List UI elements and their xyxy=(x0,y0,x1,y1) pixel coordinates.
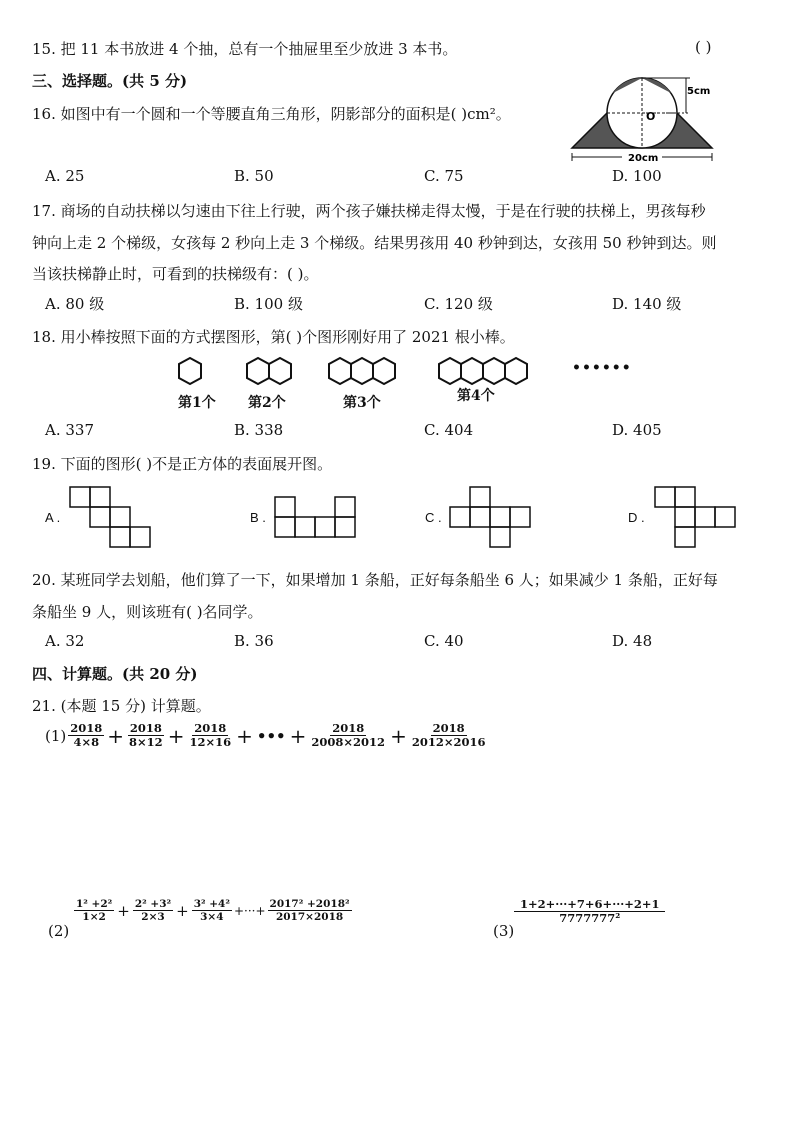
q19-option-b-label[interactable]: B . xyxy=(250,510,266,525)
q16-option-a[interactable]: A. 25 xyxy=(45,167,85,185)
section4-title: 四、计算题。(共 20 分) xyxy=(32,665,198,683)
q18-hexagon xyxy=(329,358,351,384)
q17-option-a[interactable]: A. 80 级 xyxy=(45,295,105,313)
q16-figure xyxy=(562,68,742,163)
q21-part2-ellipsis: +···+ xyxy=(233,903,266,918)
q21-part1-term: $\frac{2018}{12\times 16}$ xyxy=(189,721,232,750)
q18-hexagon xyxy=(461,358,483,384)
q16-text: 16. 如图中有一个圆和一个等腰直角三角形，阴影部分的面积是( )cm²。 xyxy=(32,105,511,123)
q18-figure-label-4: 第4个 xyxy=(457,388,495,404)
q18-hexagon xyxy=(373,358,395,384)
q17-line2: 钟向上走 2 个梯级，女孩每 2 秒向上走 3 个梯级。结果男孩用 40 秒钟到达，女孩用 50 秒钟到达。则 xyxy=(32,234,717,252)
q21-text: 21. (本题 15 分) 计算题。 xyxy=(32,697,211,715)
q21-part3-label: (3) xyxy=(493,922,515,940)
q20-option-c[interactable]: C. 40 xyxy=(424,632,464,650)
q18-option-b[interactable]: B. 338 xyxy=(234,421,284,439)
q17-line3: 当该扶梯静止时，可看到的扶梯级有：( )。 xyxy=(32,265,319,283)
q17-option-d[interactable]: D. 140 级 xyxy=(612,295,682,313)
q17-line1: 17. 商场的自动扶梯以匀速由下往上行驶，两个孩子嫌扶梯走得太慢，于是在行驶的扶梯上，男孩每秒 xyxy=(32,202,706,220)
q18-hexagon xyxy=(505,358,527,384)
q19-net-d xyxy=(655,487,735,547)
q18-option-a[interactable]: A. 337 xyxy=(45,421,94,439)
q21-part3-fraction: $\frac{1+2+\cdot\cdot\cdot+7+6+\cdot\cdot\cdot+2+1}{\text{7777777²}}$ xyxy=(514,898,665,925)
q18-hexagon xyxy=(483,358,505,384)
q18-hexagon-figures xyxy=(175,352,635,412)
q21-part1-term: $\frac{2018}{8\times 12}$ xyxy=(129,721,163,750)
q20-option-b[interactable]: B. 36 xyxy=(234,632,274,650)
q18-continuation-dots: •••••• xyxy=(572,360,632,376)
q18-figure-label-1: 第1个 xyxy=(178,395,216,411)
q18-figure-label-3: 第3个 xyxy=(343,395,381,411)
q21-part2-term: $\frac{\text{2² +3²}}{2\times 3}$ xyxy=(134,898,172,924)
q20-line2: 条船坐 9 人，则该班有( )名同学。 xyxy=(32,603,263,621)
q21-part1-term: $\frac{2018}{2008\times 2012}$ xyxy=(311,721,386,750)
q19-option-a-label[interactable]: A . xyxy=(45,510,61,525)
q21-part1-term: $\frac{2018}{2012\times 2016}$ xyxy=(411,721,486,750)
q18-hexagon xyxy=(351,358,373,384)
q21-part1-term: $\frac{2018}{4\times 8}$ xyxy=(70,721,103,750)
q16-base-label: 20cm xyxy=(628,153,659,163)
q21-part3-expression xyxy=(512,898,667,925)
q21-part2-expression: $\frac{\text{1² +2²}}{1\times 2}$ + $\frac{\text{2² +3²}}{2\times 3}$ + $\frac{\text{3² +4²}}{3\times 4}$ +···+ $\frac{\text{2017² +2018²}}{2017\times 2018}$ xyxy=(76,898,350,924)
q21-part1-ellipsis: ••• xyxy=(256,726,286,745)
q20-line1: 20. 某班同学去划船，他们算了一下，如果增加 1 条船，正好每条船坐 6 人；如果减少 1 条船，正好每 xyxy=(32,571,718,589)
q18-text: 18. 用小棒按照下面的方式摆图形，第( )个图形刚好用了 2021 根小棒。 xyxy=(32,328,515,346)
q18-option-c[interactable]: C. 404 xyxy=(424,421,474,439)
q18-option-d[interactable]: D. 405 xyxy=(612,421,662,439)
q16-option-b[interactable]: B. 50 xyxy=(234,167,274,185)
q19-option-d-label[interactable]: D . xyxy=(628,510,645,525)
q16-option-d[interactable]: D. 100 xyxy=(612,167,662,185)
q21-part1-expression: (1) $\frac{2018}{4\times 8}$ + $\frac{2018}{8\times 12}$ + $\frac{2018}{12\times 16}$ + ••• + $\frac{2018}{2008\times 2012}$ + $\frac{2018}{2012\times 2016}$ xyxy=(45,721,486,750)
q18-hexagon xyxy=(269,358,291,384)
q15-answer-blank[interactable]: ( ) xyxy=(695,38,712,56)
q19-net-c xyxy=(450,487,530,547)
q19-net-b xyxy=(275,497,355,537)
q16-radius-label: 5cm xyxy=(687,86,711,97)
q16-option-c[interactable]: C. 75 xyxy=(424,167,464,185)
q15-text: 15. 把 11 本书放进 4 个抽，总有一个抽屉里至少放进 3 本书。 xyxy=(32,40,458,58)
section3-title: 三、选择题。(共 5 分) xyxy=(32,72,188,90)
q19-text: 19. 下面的图形( )不是正方体的表面展开图。 xyxy=(32,455,333,473)
q19-option-c-label[interactable]: C . xyxy=(425,510,442,525)
q16-center-label: O xyxy=(646,110,656,123)
q18-hexagon xyxy=(179,358,201,384)
q18-hexagon xyxy=(439,358,461,384)
q21-part1-label: (1) xyxy=(45,726,67,745)
q21-part2-term: $\frac{\text{2017² +2018²}}{2017\times 2018}$ xyxy=(269,898,350,924)
q21-part2-label: (2) xyxy=(48,922,70,940)
q17-option-c[interactable]: C. 120 级 xyxy=(424,295,493,313)
q17-option-b[interactable]: B. 100 级 xyxy=(234,295,303,313)
q20-option-a[interactable]: A. 32 xyxy=(45,632,85,650)
q20-option-d[interactable]: D. 48 xyxy=(612,632,653,650)
q18-figure-label-2: 第2个 xyxy=(248,395,286,411)
q18-hexagon xyxy=(247,358,269,384)
q19-net-a xyxy=(70,487,150,547)
q21-part2-term: $\frac{\text{1² +2²}}{1\times 2}$ xyxy=(76,898,113,924)
q21-part2-term: $\frac{\text{3² +4²}}{3\times 4}$ xyxy=(193,898,230,924)
q19-net-figures xyxy=(60,480,760,552)
